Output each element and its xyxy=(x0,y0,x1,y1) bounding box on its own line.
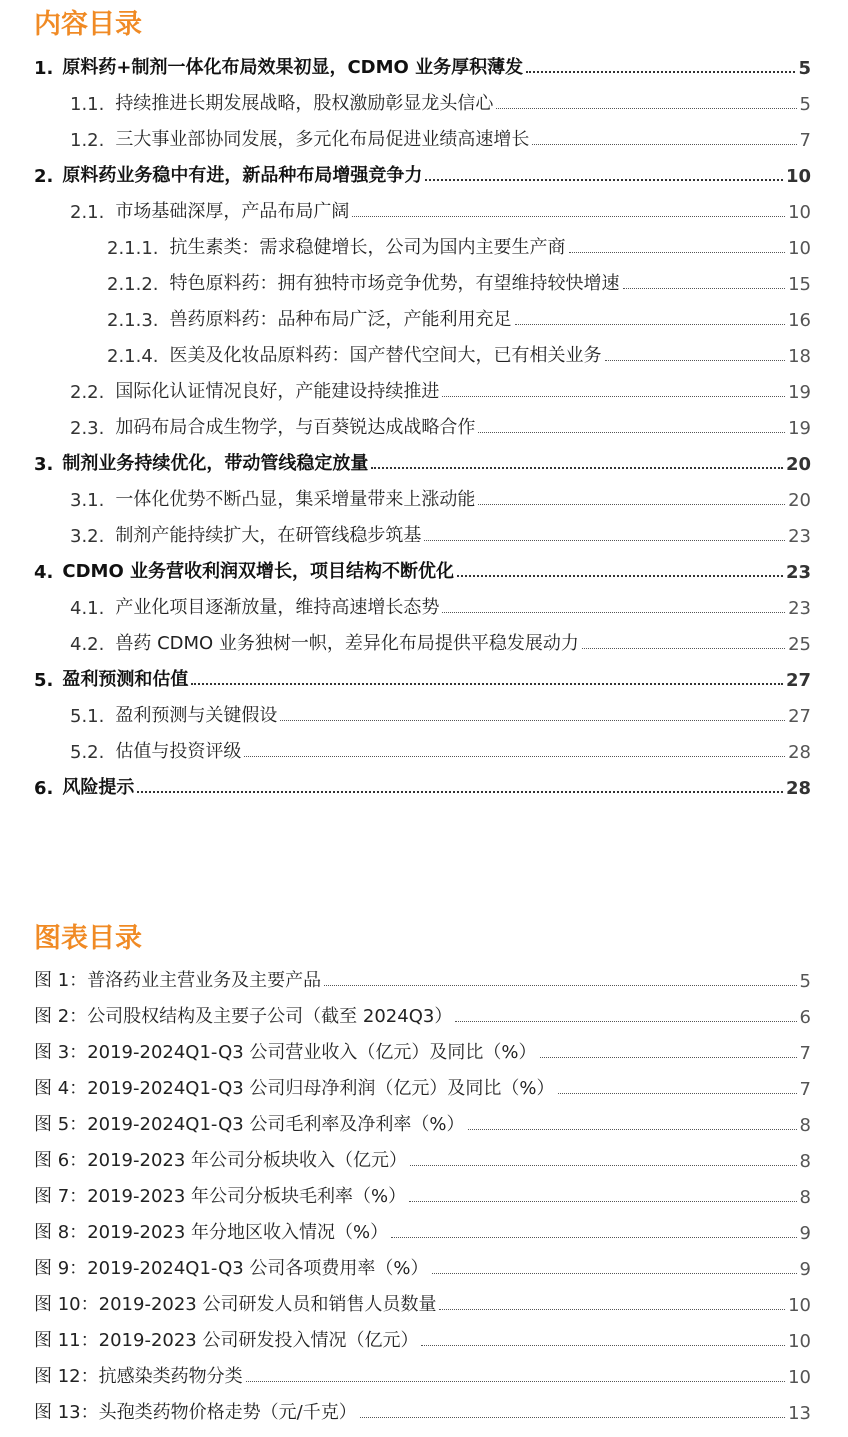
toc-section-entry[interactable] xyxy=(0,87,848,123)
figure-entry[interactable] xyxy=(0,1252,848,1288)
toc-section-number: 1.1. xyxy=(70,94,105,115)
toc-section-title: 三大事业部协同发展，多元化布局促进业绩高速增长 xyxy=(115,129,530,150)
page-number: 28 xyxy=(785,778,811,799)
page-number: 23 xyxy=(788,598,811,619)
toc-section-number: 2.3. xyxy=(70,418,105,439)
page-number: 10 xyxy=(788,1367,811,1388)
dot-leader xyxy=(569,252,786,253)
figure-entry[interactable] xyxy=(0,1216,848,1252)
dot-leader xyxy=(409,1201,796,1202)
page-number: 23 xyxy=(788,526,811,547)
figure-number: 图 6： xyxy=(34,1150,88,1171)
toc-chapter-title: 风险提示 xyxy=(62,777,135,798)
toc-chapter-number: 3. xyxy=(34,454,54,475)
toc-subsection-number: 2.1.4. xyxy=(107,346,159,367)
toc-section-title: 制剂产能持续扩大，在研管线稳步筑基 xyxy=(115,525,422,546)
page-number: 18 xyxy=(788,346,811,367)
toc-chapter-entry[interactable] xyxy=(0,159,848,195)
toc-subsection-entry[interactable] xyxy=(0,339,848,375)
toc-section-entry[interactable] xyxy=(0,735,848,771)
page-number: 19 xyxy=(788,382,811,403)
toc-chapter-title: CDMO 业务营收利润双增长，项目结构不断优化 xyxy=(62,561,455,582)
toc-chapter-title: 原料药业务稳中有进，新品种布局增强竞争力 xyxy=(62,165,423,186)
toc-subsection-title: 医美及化妆品原料药：国产替代空间大，已有相关业务 xyxy=(169,345,602,366)
toc-list xyxy=(0,51,848,807)
dot-leader xyxy=(352,216,785,217)
dot-leader xyxy=(246,1381,785,1382)
figure-list-heading: 图表目录 xyxy=(34,923,142,954)
page-number: 20 xyxy=(788,490,811,511)
dot-leader xyxy=(432,1273,797,1274)
toc-section-title: 加码布局合成生物学，与百葵锐达成战略合作 xyxy=(115,417,476,438)
toc-section-number: 2.2. xyxy=(70,382,105,403)
page-number: 23 xyxy=(785,562,811,583)
toc-chapter-entry[interactable] xyxy=(0,555,848,591)
toc-subsection-title: 特色原料药：拥有独特市场竞争优势，有望维持较快增速 xyxy=(169,273,620,294)
dot-leader xyxy=(324,985,796,986)
toc-section-number: 4.2. xyxy=(70,634,105,655)
toc-section-title: 一体化优势不断凸显，集采增量带来上涨动能 xyxy=(115,489,476,510)
figure-number: 图 10： xyxy=(34,1294,99,1315)
dot-leader xyxy=(137,791,783,793)
figure-list xyxy=(0,964,848,1432)
toc-section-entry[interactable] xyxy=(0,483,848,519)
figure-entry[interactable] xyxy=(0,964,848,1000)
toc-section-number: 3.1. xyxy=(70,490,105,511)
figure-title: 公司股权结构及主要子公司（截至 2024Q3） xyxy=(87,1006,453,1027)
toc-chapter-title: 制剂业务持续优化，带动管线稳定放量 xyxy=(62,453,369,474)
toc-chapter-entry[interactable] xyxy=(0,447,848,483)
figure-entry[interactable] xyxy=(0,1324,848,1360)
toc-section-number: 5.1. xyxy=(70,706,105,727)
dot-leader xyxy=(244,756,785,757)
figure-title: 2019-2024Q1-Q3 公司营业收入（亿元）及同比（%） xyxy=(87,1042,537,1063)
dot-leader xyxy=(532,144,796,145)
toc-chapter-number: 2. xyxy=(34,166,54,187)
figure-number: 图 11： xyxy=(34,1330,99,1351)
toc-chapter-number: 4. xyxy=(34,562,54,583)
figure-number: 图 4： xyxy=(34,1078,88,1099)
toc-section-entry[interactable] xyxy=(0,699,848,735)
page-number: 5 xyxy=(799,94,811,115)
dot-leader xyxy=(191,683,783,685)
figure-title: 2019-2023 公司研发投入情况（亿元） xyxy=(98,1330,419,1351)
page-number: 8 xyxy=(799,1151,811,1172)
page-number: 10 xyxy=(788,202,811,223)
dot-leader xyxy=(478,432,785,433)
dot-leader xyxy=(582,648,785,649)
dot-leader xyxy=(421,1345,785,1346)
figure-title: 2019-2023 年分地区收入情况（%） xyxy=(87,1222,389,1243)
toc-chapter-entry[interactable] xyxy=(0,771,848,807)
figure-number: 图 7： xyxy=(34,1186,88,1207)
toc-section-entry[interactable] xyxy=(0,375,848,411)
toc-subsection-title: 抗生素类：需求稳健增长，公司为国内主要生产商 xyxy=(169,237,566,258)
dot-leader xyxy=(410,1165,797,1166)
figure-entry[interactable] xyxy=(0,1288,848,1324)
toc-section-entry[interactable] xyxy=(0,195,848,231)
figure-entry[interactable] xyxy=(0,1360,848,1396)
page-number: 5 xyxy=(798,58,811,79)
figure-number: 图 12： xyxy=(34,1366,99,1387)
toc-section-entry[interactable] xyxy=(0,627,848,663)
toc-section-number: 2.1. xyxy=(70,202,105,223)
dot-leader xyxy=(371,467,783,469)
toc-section-title: 国际化认证情况良好，产能建设持续推进 xyxy=(115,381,440,402)
figure-title: 抗感染类药物分类 xyxy=(98,1366,243,1387)
page-number: 16 xyxy=(788,310,811,331)
page-number: 15 xyxy=(788,274,811,295)
figure-entry[interactable] xyxy=(0,1396,848,1432)
figure-number: 图 13： xyxy=(34,1402,99,1423)
toc-section-title: 市场基础深厚，产品布局广阔 xyxy=(115,201,350,222)
toc-section-number: 5.2. xyxy=(70,742,105,763)
toc-chapter-entry[interactable] xyxy=(0,51,848,87)
page-number: 20 xyxy=(785,454,811,475)
dot-leader xyxy=(442,612,785,613)
figure-title: 头孢类药物价格走势（元/千克） xyxy=(98,1402,357,1423)
toc-section-entry[interactable] xyxy=(0,123,848,159)
dot-leader xyxy=(558,1093,797,1094)
figure-title: 2019-2023 年公司分板块毛利率（%） xyxy=(87,1186,407,1207)
toc-chapter-number: 5. xyxy=(34,670,54,691)
page-number: 10 xyxy=(788,1295,811,1316)
page-number: 8 xyxy=(799,1115,811,1136)
figure-entry[interactable] xyxy=(0,1072,848,1108)
page-number: 28 xyxy=(788,742,811,763)
toc-section-title: 持续推进长期发展战略，股权激励彰显龙头信心 xyxy=(115,93,494,114)
toc-subsection-entry[interactable] xyxy=(0,231,848,267)
dot-leader xyxy=(424,540,785,541)
toc-subsection-entry[interactable] xyxy=(0,267,848,303)
dot-leader xyxy=(540,1057,797,1058)
page-number: 10 xyxy=(788,238,811,259)
toc-section-entry[interactable] xyxy=(0,519,848,555)
dot-leader xyxy=(515,324,786,325)
figure-title: 2019-2024Q1-Q3 公司归母净利润（亿元）及同比（%） xyxy=(87,1078,555,1099)
toc-section-title: 估值与投资评级 xyxy=(115,741,242,762)
toc-subsection-title: 兽药原料药：品种布局广泛，产能利用充足 xyxy=(169,309,512,330)
dot-leader xyxy=(496,108,796,109)
page-number: 25 xyxy=(788,634,811,655)
dot-leader xyxy=(280,720,785,721)
dot-leader xyxy=(439,1309,785,1310)
dot-leader xyxy=(605,360,786,361)
toc-subsection-number: 2.1.1. xyxy=(107,238,159,259)
toc-section-title: 产业化项目逐渐放量，维持高速增长态势 xyxy=(115,597,440,618)
page-number: 10 xyxy=(785,166,811,187)
dot-leader xyxy=(442,396,785,397)
toc-heading: 内容目录 xyxy=(34,9,142,40)
page-number: 6 xyxy=(799,1007,811,1028)
toc-chapter-title: 盈利预测和估值 xyxy=(62,669,189,690)
figure-entry[interactable] xyxy=(0,1144,848,1180)
figure-number: 图 2： xyxy=(34,1006,88,1027)
dot-leader xyxy=(457,575,783,577)
page-number: 9 xyxy=(799,1223,811,1244)
toc-section-title: 盈利预测与关键假设 xyxy=(115,705,278,726)
figure-number: 图 5： xyxy=(34,1114,88,1135)
toc-chapter-number: 6. xyxy=(34,778,54,799)
dot-leader xyxy=(468,1129,797,1130)
dot-leader xyxy=(425,179,783,181)
dot-leader xyxy=(478,504,785,505)
dot-leader xyxy=(623,288,786,289)
page-number: 7 xyxy=(799,1079,811,1100)
figure-number: 图 3： xyxy=(34,1042,88,1063)
page-number: 10 xyxy=(788,1331,811,1352)
toc-section-entry[interactable] xyxy=(0,591,848,627)
figure-number: 图 9： xyxy=(34,1258,88,1279)
page-number: 8 xyxy=(799,1187,811,1208)
page-number: 7 xyxy=(799,130,811,151)
figure-number: 图 1： xyxy=(34,970,88,991)
toc-subsection-number: 2.1.3. xyxy=(107,310,159,331)
toc-section-number: 4.1. xyxy=(70,598,105,619)
page-number: 7 xyxy=(799,1043,811,1064)
toc-section-entry[interactable] xyxy=(0,411,848,447)
dot-leader xyxy=(455,1021,796,1022)
figure-entry[interactable] xyxy=(0,1036,848,1072)
dot-leader xyxy=(526,71,795,73)
figure-title: 2019-2024Q1-Q3 公司各项费用率（%） xyxy=(87,1258,429,1279)
toc-chapter-number: 1. xyxy=(34,58,54,79)
toc-subsection-entry[interactable] xyxy=(0,303,848,339)
page-number: 27 xyxy=(788,706,811,727)
page-number: 27 xyxy=(785,670,811,691)
dot-leader xyxy=(391,1237,796,1238)
figure-number: 图 8： xyxy=(34,1222,88,1243)
figure-title: 2019-2023 年公司分板块收入（亿元） xyxy=(87,1150,408,1171)
toc-subsection-number: 2.1.2. xyxy=(107,274,159,295)
page-number: 19 xyxy=(788,418,811,439)
figure-title: 2019-2024Q1-Q3 公司毛利率及净利率（%） xyxy=(87,1114,465,1135)
page-number: 9 xyxy=(799,1259,811,1280)
figure-title: 普洛药业主营业务及主要产品 xyxy=(87,970,322,991)
page-number: 5 xyxy=(799,971,811,992)
page-number: 13 xyxy=(788,1403,811,1424)
figure-entry[interactable] xyxy=(0,1108,848,1144)
toc-section-number: 1.2. xyxy=(70,130,105,151)
figure-entry[interactable] xyxy=(0,1000,848,1036)
toc-chapter-title: 原料药+制剂一体化布局效果初显，CDMO 业务厚积薄发 xyxy=(62,57,524,78)
toc-chapter-entry[interactable] xyxy=(0,663,848,699)
figure-title: 2019-2023 公司研发人员和销售人员数量 xyxy=(98,1294,437,1315)
figure-entry[interactable] xyxy=(0,1180,848,1216)
toc-section-title: 兽药 CDMO 业务独树一帜，差异化布局提供平稳发展动力 xyxy=(115,633,579,654)
dot-leader xyxy=(360,1417,785,1418)
toc-section-number: 3.2. xyxy=(70,526,105,547)
